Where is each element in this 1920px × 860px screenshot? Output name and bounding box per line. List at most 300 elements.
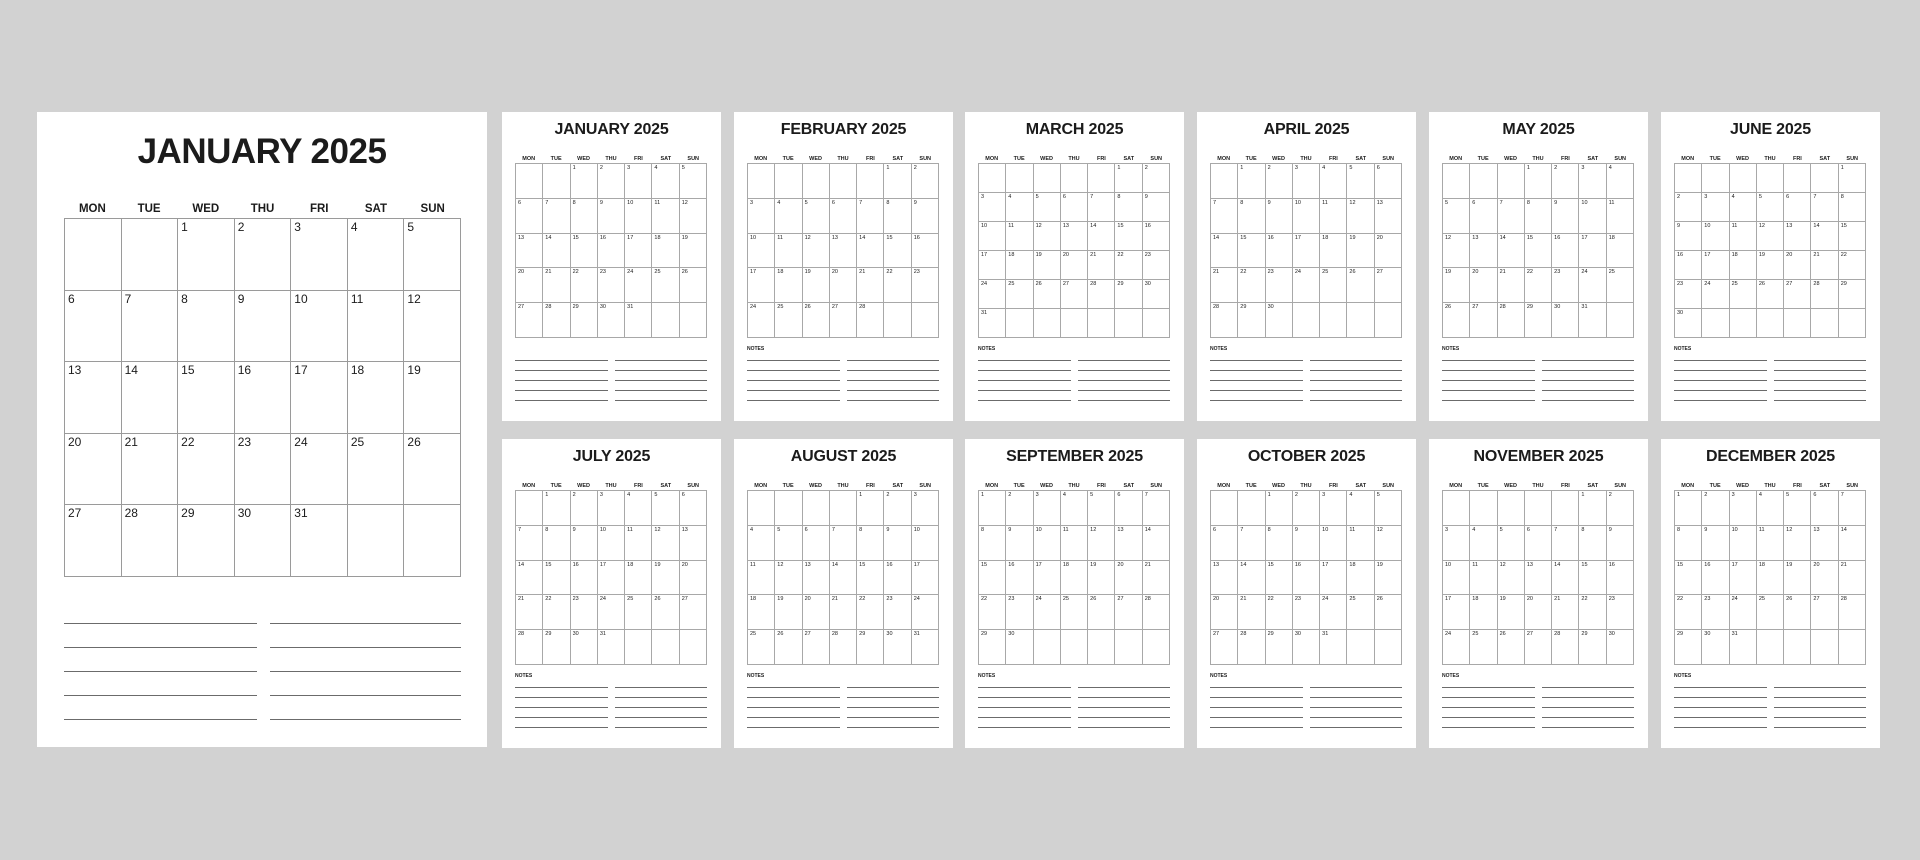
day-cell [1034,193,1061,222]
day-number: 24 [981,281,988,287]
day-cell [1211,526,1238,561]
note-line [64,647,257,648]
weekday-label: FRI [1792,156,1802,162]
day-cell [1525,526,1552,561]
weekday-label: FRI [1096,156,1106,162]
day-cell [1757,595,1784,630]
empty-cell [1443,491,1470,526]
day-number: 24 [1294,269,1301,276]
day-cell [178,362,235,434]
day-number: 17 [1035,561,1042,568]
day-cell [1730,630,1757,665]
note-line [1078,697,1170,698]
note-line [1442,390,1535,391]
note-line [1542,717,1634,718]
day-number: 3 [1322,492,1326,498]
day-number: 7 [1144,492,1148,498]
weekday-label: WED [192,203,220,215]
day-cell [1266,561,1293,596]
day-cell [748,199,775,234]
day-cell [571,164,598,199]
empty-cell [122,219,179,291]
day-number: 28 [124,506,138,521]
weekday-label: TUE [550,156,562,162]
empty-cell [652,630,679,665]
day-number: 30 [1554,304,1561,311]
month-title: DECEMBER 2025 [1705,448,1835,465]
empty-cell [884,303,911,338]
day-cell [571,199,598,234]
weekday-label: THU [1068,156,1080,162]
empty-cell [1470,491,1497,526]
day-number: 14 [1554,561,1561,568]
day-cell [1320,630,1347,665]
day-cell [884,199,911,234]
date-grid [1674,163,1866,338]
note-line [1310,717,1402,718]
day-cell [1375,164,1402,199]
day-number: 12 [1376,526,1383,533]
day-cell [1525,164,1552,199]
day-number: 8 [1581,526,1585,533]
day-number: 15 [886,234,893,241]
day-cell [775,595,802,630]
day-cell [1579,630,1606,665]
day-cell [1702,491,1729,526]
day-number: 21 [1554,596,1561,603]
day-cell [912,526,939,561]
day-number: 18 [1472,596,1479,603]
day-number: 20 [1213,596,1220,603]
day-cell [1443,199,1470,234]
day-number: 8 [1526,199,1530,206]
empty-cell [348,505,405,577]
notes-label: NOTES [978,346,996,352]
day-number: 22 [1267,596,1274,603]
notes-label: NOTES [1674,346,1692,352]
day-cell [979,526,1006,561]
day-number: 16 [1267,234,1274,241]
empty-cell [1238,491,1265,526]
day-cell [857,234,884,269]
day-cell [1320,491,1347,526]
day-cell [543,491,570,526]
day-cell [830,303,857,338]
day-cell [1839,251,1866,280]
day-number: 5 [804,199,808,206]
day-number: 22 [572,269,579,276]
day-cell [1784,526,1811,561]
day-number: 17 [913,561,920,568]
day-number: 29 [572,304,579,311]
weekday-label: SUN [1382,156,1395,162]
day-cell [1238,526,1265,561]
day-number: 7 [518,526,522,533]
day-number: 21 [1840,561,1847,568]
empty-cell [1088,164,1115,193]
day-number: 14 [1499,234,1506,241]
day-number: 2 [913,165,917,171]
day-cell [1347,526,1374,561]
day-cell [404,291,461,363]
day-number: 29 [1267,631,1274,638]
empty-cell [830,164,857,199]
day-number: 1 [1840,165,1844,171]
note-line [270,695,461,696]
day-cell [1702,561,1729,596]
day-number: 5 [1090,492,1094,498]
day-cell [1443,561,1470,596]
day-number: 7 [1213,199,1217,206]
day-cell [979,595,1006,630]
empty-cell [1811,164,1838,193]
day-number: 28 [1144,596,1151,603]
day-cell [1143,491,1170,526]
note-line [847,380,939,381]
day-cell [625,526,652,561]
note-line [747,727,840,728]
day-number: 29 [545,631,552,638]
day-cell [625,561,652,596]
day-cell [348,362,405,434]
day-number: 26 [681,269,688,276]
weekday-label: SUN [687,156,700,162]
day-cell [1757,491,1784,526]
day-number: 13 [1062,223,1069,229]
month-title: MARCH 2025 [1025,121,1124,138]
day-number: 29 [1581,631,1588,638]
day-number: 15 [1677,561,1684,568]
day-number: 18 [777,269,784,276]
day-number: 14 [545,234,552,241]
day-number: 19 [1758,252,1765,258]
day-cell [1470,630,1497,665]
day-cell [1839,526,1866,561]
weekday-label: TUE [1477,156,1489,162]
empty-cell [1006,309,1033,338]
day-cell [1293,234,1320,269]
day-number: 28 [831,631,838,638]
day-number: 6 [831,199,835,206]
day-cell [1675,193,1702,222]
date-grid [64,218,461,577]
note-line [270,647,461,648]
empty-cell [680,303,707,338]
day-number: 10 [1704,223,1711,229]
note-line [1674,360,1767,361]
note-line [64,671,257,672]
note-line [1210,360,1303,361]
day-cell [652,164,679,199]
empty-cell [775,164,802,199]
day-number: 14 [1213,234,1220,241]
weekday-label: SUN [1150,483,1163,489]
empty-cell [1088,630,1115,665]
day-number: 14 [1840,526,1847,533]
day-cell [775,630,802,665]
date-grid [1210,490,1402,665]
day-number: 30 [1677,310,1684,316]
day-cell [1266,164,1293,199]
day-cell [748,234,775,269]
day-cell [1266,303,1293,338]
day-cell [1061,526,1088,561]
day-cell [1034,595,1061,630]
weekday-label: SAT [1587,483,1599,489]
day-cell [1470,199,1497,234]
day-cell [1115,222,1142,251]
day-cell [598,199,625,234]
weekday-label: TUE [550,483,562,489]
empty-cell [775,491,802,526]
note-line [515,370,608,371]
day-cell [516,234,543,269]
day-number: 2 [1704,492,1708,498]
day-cell [1579,303,1606,338]
weekday-label: THU [1532,483,1544,489]
day-cell [1347,561,1374,596]
day-cell [625,268,652,303]
day-number: 31 [1731,631,1738,638]
day-number: 12 [1349,199,1356,206]
day-cell [1811,193,1838,222]
empty-cell [1470,164,1497,199]
day-number: 13 [518,234,525,241]
day-cell [1006,526,1033,561]
day-number: 16 [886,561,893,568]
day-number: 22 [1117,252,1124,258]
day-cell [884,630,911,665]
day-number: 9 [1267,199,1271,206]
day-cell [1525,234,1552,269]
day-number: 19 [407,363,421,378]
day-cell [1375,526,1402,561]
empty-cell [1498,164,1525,199]
day-number: 10 [1035,526,1042,533]
day-cell [543,303,570,338]
day-cell [1730,222,1757,251]
day-cell [1347,234,1374,269]
day-number: 4 [1062,492,1066,498]
day-number: 5 [1445,199,1449,206]
note-line [515,697,608,698]
day-cell [1115,251,1142,280]
day-cell [1006,280,1033,309]
weekday-label: MON [1449,156,1463,162]
day-number: 27 [681,596,688,603]
day-cell [1579,561,1606,596]
day-number: 5 [1035,194,1039,200]
day-cell [680,526,707,561]
day-number: 16 [1608,561,1615,568]
day-number: 19 [1786,561,1793,568]
weekday-label: WED [1504,156,1517,162]
note-line [515,707,608,708]
empty-cell [1498,491,1525,526]
day-number: 14 [1240,561,1247,568]
day-number: 15 [1581,561,1588,568]
note-line [615,400,707,401]
day-cell [1143,561,1170,596]
day-number: 25 [1322,269,1329,276]
date-grid [978,163,1170,338]
day-cell [748,630,775,665]
date-grid [515,490,707,665]
day-cell [857,595,884,630]
day-number: 19 [681,234,688,241]
day-number: 24 [1322,596,1329,603]
day-number: 13 [1472,234,1479,241]
day-number: 2 [572,492,576,498]
day-number: 1 [1267,492,1271,498]
day-cell [1470,234,1497,269]
day-cell [1293,630,1320,665]
day-number: 11 [1608,199,1615,206]
empty-cell [1061,630,1088,665]
day-number: 29 [181,506,195,521]
note-line [1310,360,1402,361]
day-cell [1115,491,1142,526]
day-number: 30 [599,304,606,311]
day-number: 23 [237,434,252,449]
day-cell [1839,193,1866,222]
day-number: 18 [627,561,634,568]
day-number: 21 [1213,269,1220,276]
empty-cell [1784,630,1811,665]
weekday-label: TUE [1709,483,1721,489]
day-cell [680,595,707,630]
day-number: 10 [1445,561,1452,568]
day-cell [178,505,235,577]
note-line [1078,380,1170,381]
empty-cell [1730,309,1757,338]
day-number: 20 [831,269,838,276]
day-number: 27 [1062,281,1069,287]
day-number: 29 [1840,281,1847,287]
day-number: 7 [1840,492,1844,498]
day-cell [1784,222,1811,251]
day-cell [516,595,543,630]
day-cell [598,526,625,561]
day-cell [1498,561,1525,596]
day-cell [1347,491,1374,526]
note-line [1310,390,1402,391]
day-cell [803,526,830,561]
day-cell [680,164,707,199]
note-line [847,400,939,401]
note-line [978,727,1071,728]
day-number: 21 [1144,561,1151,568]
day-cell [1702,526,1729,561]
day-cell [1579,491,1606,526]
day-number: 3 [913,492,917,498]
day-number: 17 [1704,252,1711,258]
day-number: 24 [599,596,606,603]
day-number: 1 [1240,165,1244,171]
day-number: 13 [1376,199,1383,206]
day-cell [1143,251,1170,280]
day-cell [1811,491,1838,526]
day-number: 15 [1267,561,1274,568]
day-number: 6 [518,199,522,206]
weekday-label: SUN [919,483,932,489]
day-cell [1525,303,1552,338]
note-line [1210,697,1303,698]
day-number: 15 [1526,234,1533,241]
weekday-label: SUN [420,203,445,215]
day-number: 31 [1322,631,1329,638]
day-cell [803,595,830,630]
day-number: 4 [1608,165,1612,171]
weekday-label: MON [1681,156,1695,162]
day-cell [1211,199,1238,234]
day-number: 19 [1035,252,1042,258]
day-number: 1 [1526,165,1530,171]
note-line [978,370,1071,371]
note-line [1078,727,1170,728]
day-number: 4 [777,199,781,206]
day-number: 4 [1731,194,1735,200]
day-cell [680,268,707,303]
weekday-label: THU [837,483,849,489]
note-line [747,687,840,688]
day-number: 13 [68,363,82,378]
day-number: 10 [1294,199,1301,206]
day-cell [571,491,598,526]
day-cell [1006,193,1033,222]
weekday-label: SAT [1819,483,1831,489]
day-cell [680,491,707,526]
empty-cell [748,491,775,526]
day-cell [1443,526,1470,561]
day-cell [571,630,598,665]
day-cell [1784,491,1811,526]
day-number: 25 [1608,269,1615,276]
day-number: 23 [1294,596,1301,603]
note-line [1674,370,1767,371]
notes-label: NOTES [978,673,996,679]
day-cell [857,268,884,303]
note-line [1674,707,1767,708]
weekday-label: WED [577,156,590,162]
day-number: 31 [599,631,606,638]
weekday-label: THU [1300,156,1312,162]
day-number: 7 [831,526,835,533]
weekday-label: MON [754,483,768,489]
weekday-label: FRI [1096,483,1106,489]
day-cell [1061,193,1088,222]
day-number: 24 [750,304,757,311]
note-line [1210,400,1303,401]
weekday-label: WED [1272,156,1285,162]
day-cell [1266,199,1293,234]
day-cell [235,505,292,577]
day-cell [912,268,939,303]
day-number: 12 [681,199,688,206]
weekday-label: FRI [1328,483,1338,489]
day-number: 24 [1035,596,1042,603]
note-line [1774,717,1866,718]
day-cell [1238,595,1265,630]
day-cell [1088,526,1115,561]
day-cell [979,491,1006,526]
day-number: 22 [1581,596,1588,603]
day-number: 9 [1704,526,1708,533]
day-cell [598,491,625,526]
day-cell [1525,199,1552,234]
empty-cell [1061,164,1088,193]
day-number: 19 [804,269,811,276]
